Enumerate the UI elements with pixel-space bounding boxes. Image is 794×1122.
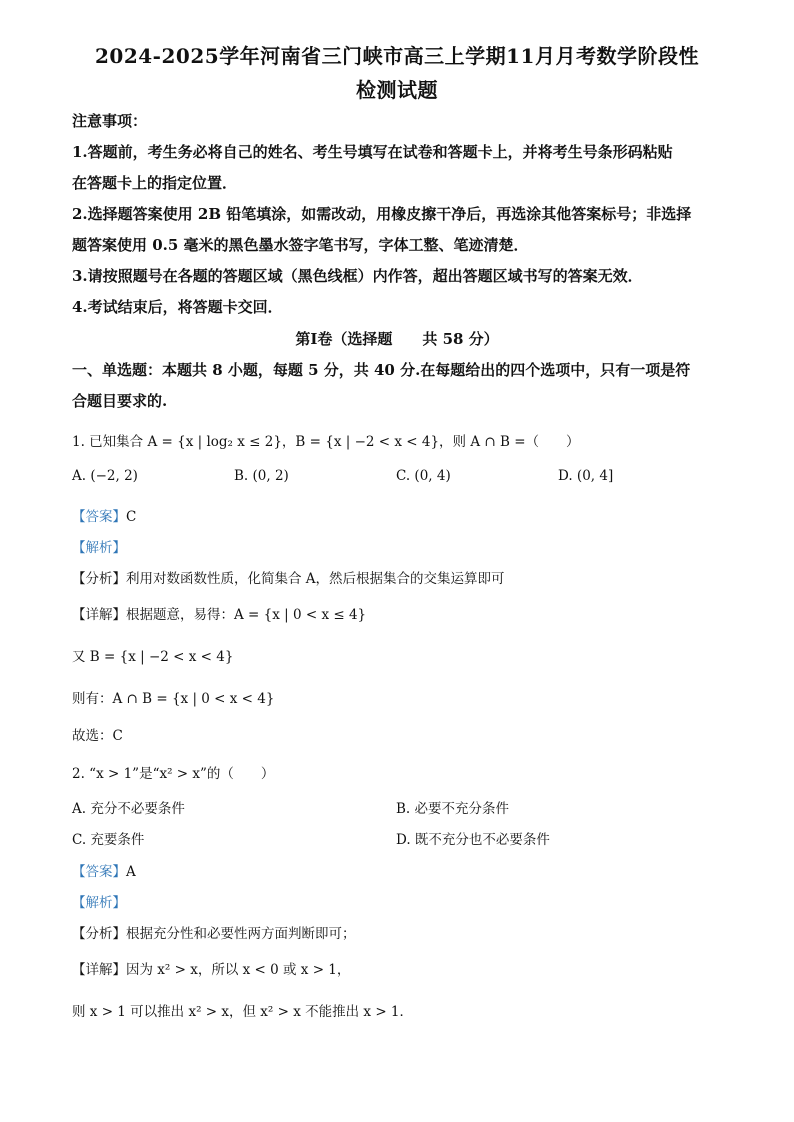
q2-answer: A (126, 864, 136, 880)
q1-option-c: C. (0, 4) (396, 468, 451, 484)
q2-answer-row (72, 860, 136, 880)
section-instructions-a: 一、单选题：本题共 8 小题，每题 5 分，共 40 分.在每题给出的四个选项中，只有一项是符 (72, 361, 691, 379)
notice-item2-a: 2.选择题答案使用 2B 铅笔填涂，如需改动，用橡皮擦干净后，再选涂其他答案标号；非选择 (72, 205, 692, 223)
notice-item4: 4.考试结束后，将答题卡交回． (72, 298, 283, 316)
section-title: 第Ⅰ卷（选择题 共 58 分） (295, 330, 499, 348)
q1-fenxi-tag: 【分析】 (72, 571, 126, 587)
q2-detail-row (72, 958, 350, 978)
notice-item1-a: 1.答题前，考生务必将自己的姓名、考生号填写在试卷和答题卡上，并将考生号条形码粘贴 (72, 143, 673, 161)
q2-detail: 因为 x² > x，所以 x < 0 或 x > 1， (126, 962, 351, 978)
q1-fenxi: 利用对数函数性质，化简集合 A，然后根据集合的交集运算即可 (126, 571, 505, 587)
notice-item2-b: 题答案使用 0.5 毫米的黑色墨水签字笔书写，字体工整、笔迹清楚． (72, 236, 529, 254)
q1-option-a: A. (−2, 2) (72, 468, 138, 484)
q2-option-b: B. 必要不充分条件 (396, 801, 510, 817)
section-instructions-b: 合题目要求的. (72, 392, 168, 410)
q1-option-b: B. (0, 2) (234, 468, 289, 484)
q1-analysis-tag: 【解析】 (72, 540, 126, 556)
page-title-line2: 检测试题 (356, 78, 438, 102)
q1-detail-tag: 【详解】 (72, 607, 126, 623)
q1-detail-row (72, 603, 366, 623)
q1-intersection-line: 则有：A ∩ B = {x | 0 < x < 4} (72, 691, 275, 707)
q2-conclusion: 则 x > 1 可以推出 x² > x，但 x² > x 不能推出 x > 1． (72, 1004, 414, 1020)
q1-stem: 1. 已知集合 A = {x | log₂ x ≤ 2}，B = {x | −2 < x < 4}，则 A ∩ B =（ ） (72, 434, 580, 450)
notice-heading: 注意事项： (72, 112, 148, 130)
notice-item3: 3.请按照题号在各题的答题区域（黑色线框）内作答，超出答题区域书写的答案无效． (72, 267, 643, 285)
q2-option-c: C. 充要条件 (72, 832, 145, 848)
q1-set-b-line: 又 B = {x | −2 < x < 4} (72, 649, 234, 665)
q2-fenxi-tag: 【分析】 (72, 926, 126, 942)
q1-choice: 故选：C (72, 728, 123, 744)
q2-option-a: A. 充分不必要条件 (72, 801, 185, 817)
page-title-line1: 2024-2025学年河南省三门峡市高三上学期11月月考数学阶段性 (95, 44, 699, 68)
q1-detail: 根据题意，易得：A = {x | 0 < x ≤ 4} (126, 607, 367, 623)
q1-answer-row (72, 505, 136, 525)
q2-answer-tag: 【答案】 (72, 864, 126, 880)
q1-option-d: D. (0, 4] (558, 468, 614, 484)
q1-answer-tag: 【答案】 (72, 509, 126, 525)
q2-stem: 2. “x > 1”是“x² > x”的（ ） (72, 766, 275, 782)
q2-fenxi: 根据充分性和必要性两方面判断即可； (126, 926, 356, 942)
q2-analysis-tag: 【解析】 (72, 895, 126, 911)
q1-answer: C (126, 509, 137, 525)
notice-item1-b: 在答题卡上的指定位置． (72, 174, 238, 192)
q2-fenxi-row (72, 922, 356, 942)
q2-detail-tag: 【详解】 (72, 962, 126, 978)
q2-option-d: D. 既不充分也不必要条件 (396, 832, 550, 848)
q1-fenxi-row (72, 567, 505, 587)
